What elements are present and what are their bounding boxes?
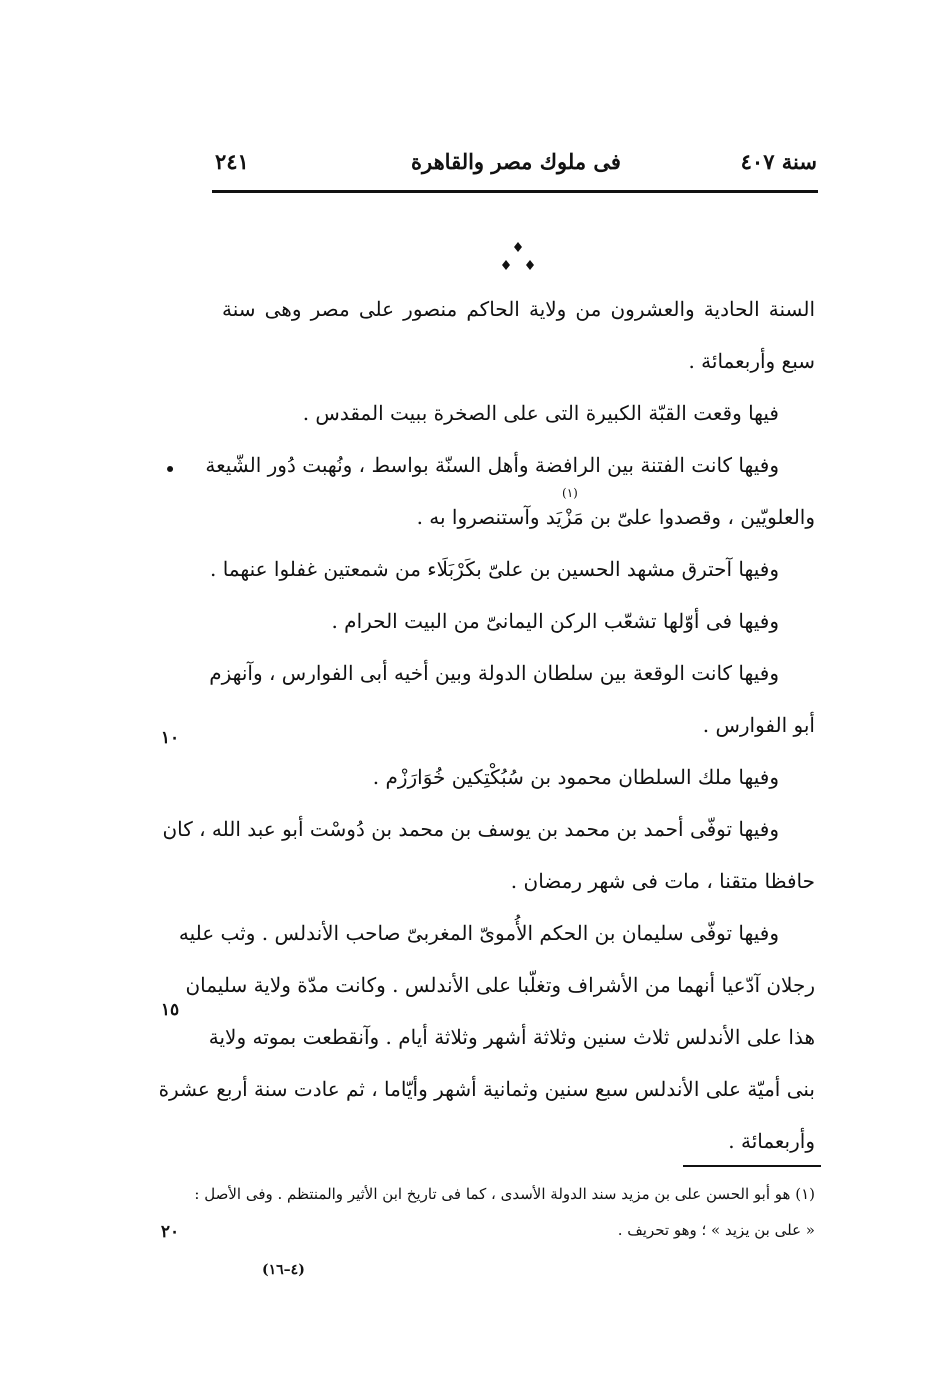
text-line-content: والعلويّين ، وقصدوا علىّ بن مَزْيَد وآستنصروا به . xyxy=(416,505,815,529)
text-line: وفيها توفّى أحمد بن محمد بن يوسف بن محمد بن دُوسْت أبو عبد الله ، كان xyxy=(162,817,779,841)
text-line: وفيها كانت الوقعة بين سلطان الدولة وبين أخيه أبى الفوارس ، وآنهزم xyxy=(209,661,779,685)
printer-signature: (٤–١٦) xyxy=(262,1262,305,1278)
page-number: ٢٤١ xyxy=(215,149,249,174)
margin-line-number: ٢٠ xyxy=(160,1222,180,1242)
text-line: فيها وقعت القبّة الكبيرة التى على الصخرة ببيت المقدس . xyxy=(302,401,779,425)
footnote-rule xyxy=(683,1165,821,1167)
header-title: فى ملوك مصر والقاهرة xyxy=(411,149,621,174)
header-year: سنة ٤٠٧ xyxy=(740,149,817,174)
text-line: وفيها آحترق مشهد الحسين بن علىّ بكَرْبَلَاء من شمعتين غفلوا عنهما . xyxy=(210,557,779,581)
margin-line-number: ١٥ xyxy=(160,1000,180,1020)
footnote-line: « على بن يزيد » ؛ وهو تحريف . xyxy=(617,1221,815,1239)
text-line: رجلان آدّعيا أنهما من الأشراف وتغلّبا على الأندلس . وكانت مدّة ولاية سليمان xyxy=(185,973,815,997)
text-line: وأربعمائة . xyxy=(728,1129,815,1153)
text-line: أبو الفوارس . xyxy=(702,713,815,737)
text-line: حافظا متقنا ، مات فى شهر رمضان . xyxy=(510,869,815,893)
text-line: هذا على الأندلس ثلاث سنين وثلاثة أشهر وثلاثة أيام . وآنقطعت بموته ولاية xyxy=(208,1025,815,1049)
footnote-reference: (١) xyxy=(562,486,578,500)
header-rule xyxy=(212,190,818,193)
text-line: وفيها ملك السلطان محمود بن سُبُكْتِكين خُوَارَزْم . xyxy=(372,765,779,789)
margin-line-number: ١٠ xyxy=(160,728,180,748)
text-line: السنة الحادية والعشرون من ولاية الحاكم منصور على مصر وهى سنة xyxy=(222,297,815,321)
text-line: وفيها كانت الفتنة بين الرافضة وأهل السنّة بواسط ، ونُهبت دُور الشّيعة xyxy=(205,453,779,477)
section-ornament-icon xyxy=(496,240,540,276)
text-line xyxy=(417,491,815,543)
text-line: وفيها فى أوّلها تشعّب الركن اليمانىّ من البيت الحرام . xyxy=(331,609,779,633)
margin-line-marker: • xyxy=(164,460,176,480)
text-line: وفيها توفّى سليمان بن الحكم الأُموىّ المغربىّ صاحب الأندلس . وثب عليه xyxy=(178,921,779,945)
text-line: بنى أميّة على الأندلس سبع سنين وثمانية أشهر وأيّاما ، ثم عادت سنة أربع عشرة xyxy=(158,1077,815,1101)
running-header xyxy=(215,143,817,181)
text-line: سبع وأربعمائة . xyxy=(688,349,815,373)
footnote-line: (١) هو أبو الحسن على بن مزيد سند الدولة الأسدى ، كما فى تاريخ ابن الأثير والمنتظم . وفى الأصل : xyxy=(194,1185,815,1203)
